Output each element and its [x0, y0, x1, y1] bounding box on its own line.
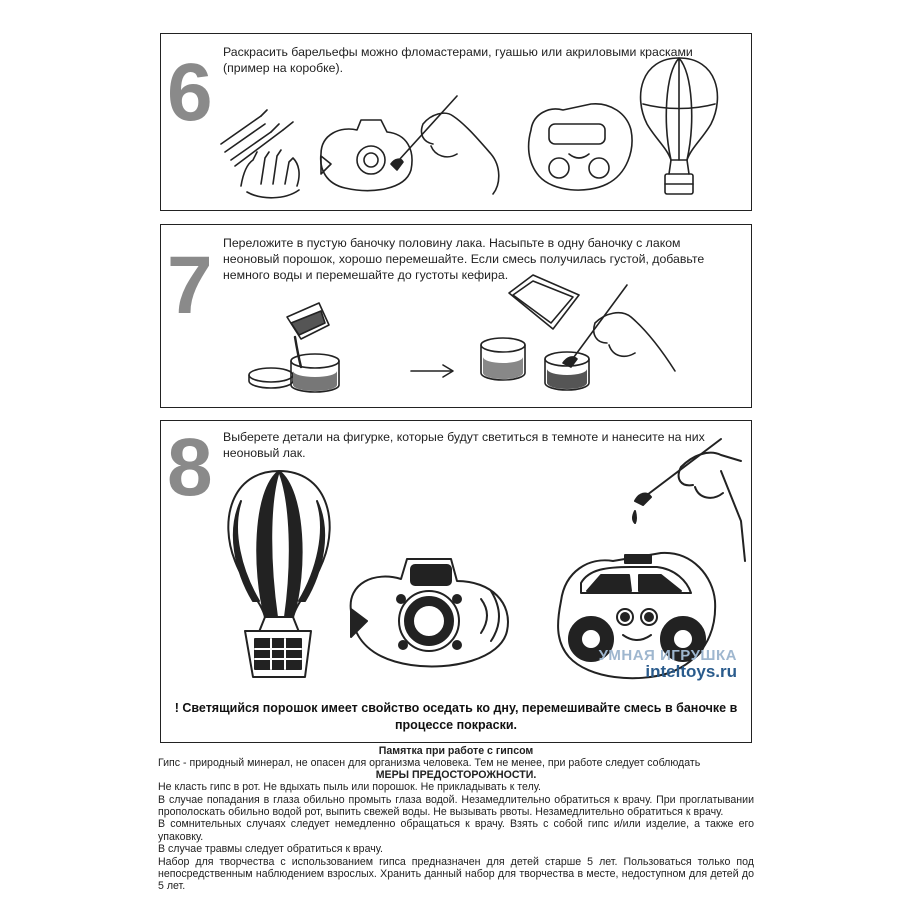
step-number: 7 [167, 240, 213, 331]
hot-air-balloon-icon [228, 471, 329, 677]
markers-icon [221, 110, 293, 166]
watermark-site: inteltoys.ru [645, 662, 737, 681]
step-text: Переложите в пустую баночку половину лака. Насыпьте в одну баночку с лаком неоновый порошок, хорошо перемешайте. Если смесь получилась густой, добавьте немного воды и перемешайте до густоты кефира. [223, 236, 705, 282]
arrow-right-icon [411, 365, 453, 377]
step-number: 6 [167, 47, 213, 138]
step-6-illustration [161, 34, 753, 212]
memo-intro: Гипс - природный минерал, не опасен для организма человека. Тем не менее, при работе следует соблюдать [158, 757, 701, 770]
step-6-panel [160, 33, 752, 211]
memo-line: В случае попадания в глаза обильно промыть глаза водой. Незамедлительно обратиться к врачу. При проглатывании прополоскать обильно водой рот, выпить свежей воды. Не вызывать рвоты. Незамедлительно обратиться к врачу. [158, 793, 754, 819]
memo-line: В случае травмы следует обратиться к врачу. [158, 843, 383, 856]
watermark-logo [599, 647, 737, 682]
gypsum-memo [158, 745, 754, 893]
hand-with-brush-icon [391, 96, 499, 194]
hot-air-balloon-icon [641, 58, 718, 194]
step-8-panel [160, 420, 752, 743]
hand-with-brush-icon [563, 285, 675, 371]
powder-packet-icon [509, 275, 579, 329]
step-number: 8 [167, 422, 213, 513]
hand-with-brush-icon [633, 439, 745, 561]
warning-text: ! Светящийся порошок имеет свойство оседать ко дну, перемешивайте смесь в баночке в процессе покраски. [174, 701, 738, 732]
memo-line: Набор для творчества с использованием гипса предназначен для детей старше 5 лет. Пользоваться только под непосредственным наблюдением взрослых. Хранить данный набор для творчества в месте, недоступном для детей до 5 лет. [158, 855, 754, 893]
submarine-relief-icon [321, 120, 412, 191]
precautions-title: МЕРЫ ПРЕДОСТОРОЖНОСТИ. [375, 768, 537, 781]
submarine-icon [351, 559, 508, 667]
jar-icon [481, 338, 525, 380]
step-text: Раскрасить барельефы можно фломастерами, гуашью или акриловыми красками (пример на коробке). [223, 45, 693, 75]
car-relief-icon [529, 104, 632, 190]
step-7-panel [160, 224, 752, 408]
step-7-illustration [161, 225, 753, 409]
memo-line: В сомнительных случаях следует немедленно обращаться к врачу. Взять с собой гипс и/или изделие, а также его упаковку. [158, 818, 754, 843]
step-text: Выберете детали на фигурке, которые будут светиться в темноте и нанесите на них неоновый лак. [223, 430, 705, 460]
watermark-brand: УМНАЯ ИГРУШКА [598, 647, 737, 664]
jar-icon [545, 352, 589, 390]
memo-title: Памятка при работе с гипсом [378, 745, 534, 757]
memo-line: Не класть гипс в рот. Не вдыхать пыль или порошок. Не прикладывать к телу. [158, 781, 541, 794]
hand-icon [241, 150, 299, 198]
jar-lid-icon [249, 368, 293, 388]
step-8-illustration [161, 421, 753, 744]
